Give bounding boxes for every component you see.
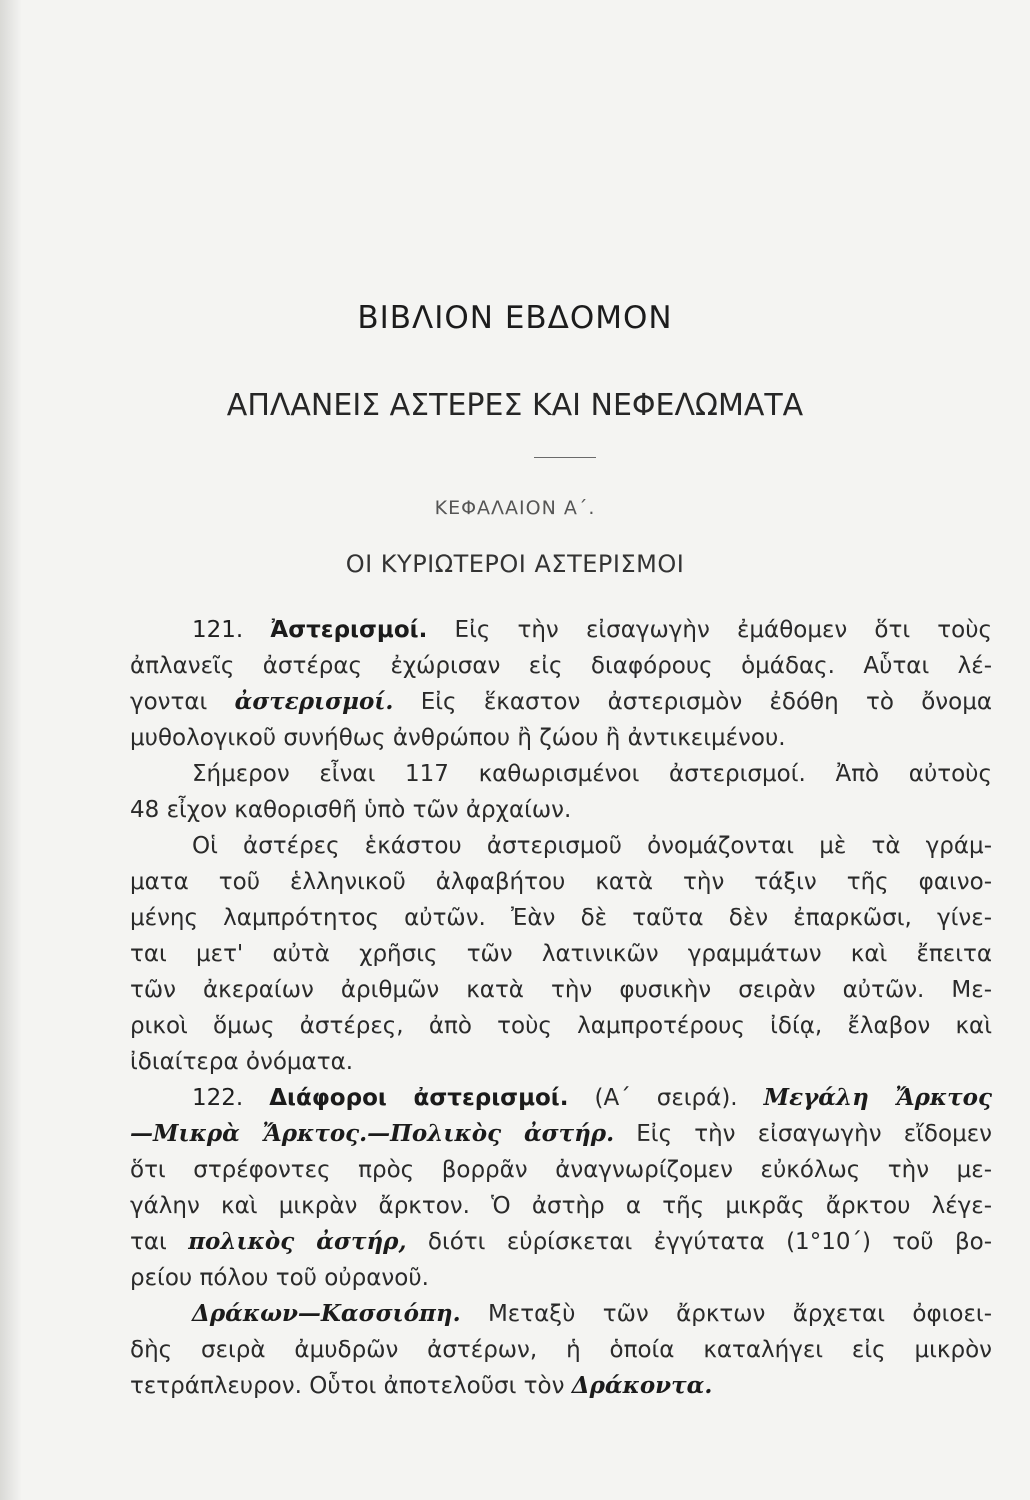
text-line: Σήμερον εἶναι 117 καθωρισμένοι ἀστερισμοί. Ἀπὸ αὐτοὺς bbox=[192, 761, 992, 787]
text-span: γονται bbox=[130, 689, 235, 715]
text-span: ται bbox=[130, 1229, 189, 1255]
text-span: Εἰς τὴν εἰσαγωγὴν ἐμάθομεν ὅτι τοὺς bbox=[454, 617, 992, 643]
text-line: Οἱ ἀστέρες ἑκάστου ἀστερισμοῦ ὀνομάζονται μὲ τὰ γράμ- bbox=[192, 833, 992, 859]
chapter-title: ΟΙ ΚΥΡΙΩΤΕΡΟΙ ΑΣΤΕΡΙΣΜΟΙ bbox=[345, 550, 685, 578]
text-line: ματα τοῦ ἑλληνικοῦ ἀλφαβήτου κατὰ τὴν τάξιν τῆς φαινο- bbox=[130, 869, 992, 895]
part-title: ΑΠΛΑΝΕΙΣ ΑΣΤΕΡΕΣ ΚΑΙ ΝΕΦΕΛΩΜΑΤΑ bbox=[226, 388, 804, 423]
body-text bbox=[130, 612, 992, 1404]
paragraph-heading: Διάφοροι ἀστερισμοί. bbox=[269, 1085, 569, 1111]
text-line: γάλην καὶ μικρὰν ἄρκτον. Ὁ ἀστὴρ α τῆς μικρᾶς ἄρκτου λέγε- bbox=[130, 1193, 992, 1219]
text-line: μυθολογικοῦ συνήθως ἀνθρώπου ἢ ζώου ἢ ἀντικειμένου. bbox=[130, 725, 786, 751]
text-span: τετράπλευρον. Οὗτοι ἀποτελοῦσι τὸν bbox=[130, 1373, 572, 1399]
page-edge-shadow bbox=[0, 0, 22, 1500]
text-span: Εἰς ἕκαστον ἀστερισμὸν ἐδόθη τὸ ὄνομα bbox=[393, 689, 992, 715]
text-line bbox=[130, 1368, 992, 1404]
term-emphasis: πολικὸς ἀστήρ, bbox=[188, 1228, 407, 1255]
text-line bbox=[130, 1296, 992, 1332]
text-line: ρείου πόλου τοῦ οὐρανοῦ. bbox=[130, 1265, 429, 1291]
chapter-label: ΚΕΦΑΛΑΙΟΝ Α΄. bbox=[434, 497, 596, 519]
term-emphasis: Δράκοντα. bbox=[571, 1372, 713, 1399]
text-line: 48 εἶχον καθορισθῆ ὑπὸ τῶν ἀρχαίων. bbox=[130, 797, 572, 823]
text-line: δὴς σειρὰ ἀμυδρῶν ἀστέρων, ἡ ὁποία καταλήγει εἰς μικρὸν bbox=[130, 1337, 992, 1363]
paragraph-heading: Ἀστερισμοί. bbox=[270, 617, 428, 643]
text-line: ται μετ' αὐτὰ χρῆσις τῶν λατινικῶν γραμμάτων καὶ ἔπειτα bbox=[130, 941, 992, 967]
text-line: τῶν ἀκεραίων ἀριθμῶν κατὰ τὴν φυσικὴν σειρὰν αὐτῶν. Με- bbox=[130, 977, 992, 1003]
text-line: ρικοὶ ὅμως ἀστέρες, ἀπὸ τοὺς λαμπροτέρους ἰδίᾳ, ἔλαβον καὶ bbox=[130, 1013, 992, 1039]
text-line: ἰδιαίτερα ὀνόματα. bbox=[130, 1049, 354, 1075]
text-line bbox=[130, 1080, 992, 1116]
text-line bbox=[130, 1224, 992, 1260]
paragraph-number: 121. bbox=[192, 617, 244, 643]
text-span: (Α΄ σειρά). bbox=[568, 1085, 764, 1111]
text-line: ὅτι στρέφοντες πρὸς βορρᾶν ἀναγνωρίζομεν εὐκόλως τὴν με- bbox=[130, 1157, 992, 1183]
book-title: ΒΙΒΛΙΟΝ ΕΒΔΟΜΟΝ bbox=[357, 300, 673, 336]
paragraph-heading: Δράκων—Κασσιόπη. bbox=[192, 1300, 461, 1327]
paragraph-number: 122. bbox=[192, 1085, 244, 1111]
text-line bbox=[130, 1116, 992, 1152]
text-span: Μεταξὺ τῶν ἄρκτων ἄρχεται ὀφιοει- bbox=[460, 1301, 992, 1327]
text-line bbox=[130, 684, 992, 720]
term-emphasis: Μεγάλη Ἄρκτος bbox=[763, 1084, 992, 1111]
text-line: ἀπλανεῖς ἀστέρας ἐχώρισαν εἰς διαφόρους ὁμάδας. Αὗται λέ- bbox=[130, 653, 992, 679]
term-emphasis: ἀστερισμοί. bbox=[234, 688, 394, 715]
text-line: μένης λαμπρότητος αὐτῶν. Ἐὰν δὲ ταῦτα δὲν ἐπαρκῶσι, γίνε- bbox=[130, 905, 992, 931]
text-span: διότι εὑρίσκεται ἐγγύτατα (1°10΄) τοῦ βο- bbox=[406, 1229, 992, 1255]
term-emphasis: —Μικρὰ Ἄρκτος.—Πολικὸς ἀστήρ. bbox=[130, 1120, 615, 1147]
title-divider bbox=[534, 457, 596, 458]
text-line bbox=[130, 612, 992, 648]
text-span: Εἰς τὴν εἰσαγωγὴν εἴδομεν bbox=[614, 1121, 992, 1147]
